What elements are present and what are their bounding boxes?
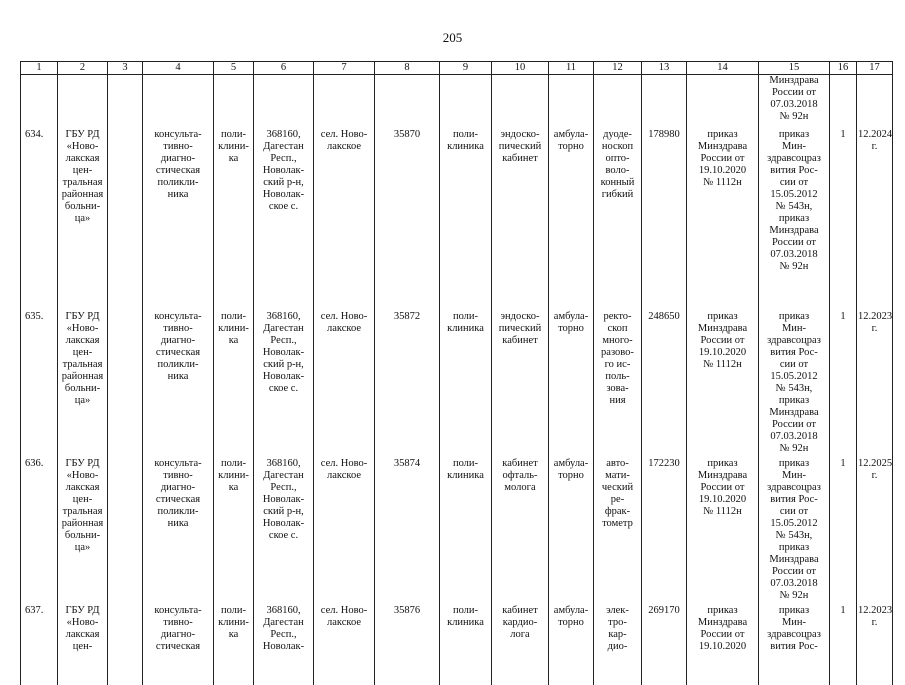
table-cell: эндоско- пический кабинет bbox=[492, 308, 549, 455]
table-cell bbox=[108, 126, 143, 308]
table-cell: сел. Ново- лакское bbox=[314, 308, 375, 455]
table-cell: приказ Минздрава России от 19.10.2020 № 1112н bbox=[687, 308, 759, 455]
table-cell bbox=[108, 75, 143, 127]
table-cell: сел. Ново- лакское bbox=[314, 602, 375, 685]
table-cell: 1 bbox=[830, 308, 857, 455]
table-cell: приказ Минздрава России от 19.10.2020 № 1112н bbox=[687, 455, 759, 602]
row-number-cell: 636. bbox=[21, 455, 58, 602]
table-cell bbox=[108, 308, 143, 455]
table-cell: 172230 bbox=[642, 455, 687, 602]
document-sheet bbox=[20, 61, 892, 640]
table-cell: приказ Минздрава России от 19.10.2020 bbox=[687, 602, 759, 685]
table-cell bbox=[108, 602, 143, 685]
table-cell: 269170 bbox=[642, 602, 687, 685]
page-number: 205 bbox=[0, 30, 905, 46]
column-number: 17 bbox=[857, 62, 893, 75]
table-cell bbox=[314, 75, 375, 127]
table-cell bbox=[857, 75, 893, 127]
table-cell: консульта- тивно- диагно- стическая поликли- ника bbox=[143, 455, 214, 602]
table-cell: поли- клини- ка bbox=[214, 126, 254, 308]
column-number: 13 bbox=[642, 62, 687, 75]
table-cell: ГБУ РД «Ново- лакская цен- тральная районная больни- ца» bbox=[58, 126, 108, 308]
table-cell: поли- клиника bbox=[440, 308, 492, 455]
table-cell: приказ Мин- здравсоцраз вития Рос- сии от 15.05.2012 № 543н, приказ Минздрава России от 07.03.2018 № 92н bbox=[759, 308, 830, 455]
table-cell: консульта- тивно- диагно- стическая поликли- ника bbox=[143, 308, 214, 455]
table-cell: приказ Мин- здравсоцраз вития Рос- bbox=[759, 602, 830, 685]
table-cell: 368160, Дагестан Респ., Новолак- ский р-н, Новолак- ское с. bbox=[254, 455, 314, 602]
table-cell bbox=[687, 75, 759, 127]
table-cell: консульта- тивно- диагно- стическая поликли- ника bbox=[143, 126, 214, 308]
column-number: 12 bbox=[594, 62, 642, 75]
column-number: 5 bbox=[214, 62, 254, 75]
table-body bbox=[21, 75, 893, 685]
table-cell: 1 bbox=[830, 126, 857, 308]
table-cell: 368160, Дагестан Респ., Новолак- bbox=[254, 602, 314, 685]
table-cell: элек- тро- кар- дио- bbox=[594, 602, 642, 685]
table-cell: амбула- торно bbox=[549, 308, 594, 455]
table-cell bbox=[21, 75, 58, 127]
table-row bbox=[21, 455, 893, 602]
table-cell: Минздрава России от 07.03.2018 № 92н bbox=[759, 75, 830, 127]
table-cell: авто- мати- ческий ре- фрак- тометр bbox=[594, 455, 642, 602]
table-cell: ГБУ РД «Ново- лакская цен- тральная районная больни- ца» bbox=[58, 455, 108, 602]
column-number: 11 bbox=[549, 62, 594, 75]
continuation-row bbox=[21, 75, 893, 127]
equipment-table bbox=[20, 61, 893, 685]
table-cell: 35870 bbox=[375, 126, 440, 308]
table-cell: сел. Ново- лакское bbox=[314, 126, 375, 308]
table-cell: поли- клини- ка bbox=[214, 602, 254, 685]
table-cell bbox=[642, 75, 687, 127]
table-cell: 1 bbox=[830, 455, 857, 602]
table-cell: 368160, Дагестан Респ., Новолак- ский р-н, Новолак- ское с. bbox=[254, 308, 314, 455]
table-cell: приказ Минздрава России от 19.10.2020 № 1112н bbox=[687, 126, 759, 308]
table-cell: амбула- торно bbox=[549, 126, 594, 308]
table-cell: поли- клиника bbox=[440, 126, 492, 308]
table-cell: поли- клиника bbox=[440, 455, 492, 602]
column-number: 9 bbox=[440, 62, 492, 75]
table-cell bbox=[214, 75, 254, 127]
table-cell: кабинет кардио- лога bbox=[492, 602, 549, 685]
row-number-cell: 634. bbox=[21, 126, 58, 308]
table-cell: 368160, Дагестан Респ., Новолак- ский р-н, Новолак- ское с. bbox=[254, 126, 314, 308]
table-cell: 12.2025 г. bbox=[857, 455, 893, 602]
column-number: 6 bbox=[254, 62, 314, 75]
column-numbers-header bbox=[21, 62, 893, 75]
table-cell: 12.2023 г. bbox=[857, 308, 893, 455]
column-number: 15 bbox=[759, 62, 830, 75]
row-number-cell: 635. bbox=[21, 308, 58, 455]
table-cell: амбула- торно bbox=[549, 455, 594, 602]
table-cell bbox=[830, 75, 857, 127]
column-number: 16 bbox=[830, 62, 857, 75]
table-cell: сел. Ново- лакское bbox=[314, 455, 375, 602]
column-number: 4 bbox=[143, 62, 214, 75]
table-cell: поли- клини- ка bbox=[214, 455, 254, 602]
table-cell: ГБУ РД «Ново- лакская цен- bbox=[58, 602, 108, 685]
table-cell bbox=[108, 455, 143, 602]
table-cell: 248650 bbox=[642, 308, 687, 455]
table-row bbox=[21, 602, 893, 685]
column-number: 1 bbox=[21, 62, 58, 75]
column-number: 7 bbox=[314, 62, 375, 75]
table-cell: поли- клини- ка bbox=[214, 308, 254, 455]
table-cell bbox=[492, 75, 549, 127]
table-cell: 35872 bbox=[375, 308, 440, 455]
table-cell bbox=[254, 75, 314, 127]
table-cell bbox=[440, 75, 492, 127]
table-cell bbox=[549, 75, 594, 127]
table-cell: дуоде- носкоп опто- воло- конный гибкий bbox=[594, 126, 642, 308]
table-cell bbox=[594, 75, 642, 127]
table-cell: амбула- торно bbox=[549, 602, 594, 685]
column-number: 14 bbox=[687, 62, 759, 75]
column-number: 2 bbox=[58, 62, 108, 75]
table-cell: поли- клиника bbox=[440, 602, 492, 685]
table-cell: 35874 bbox=[375, 455, 440, 602]
table-cell: 178980 bbox=[642, 126, 687, 308]
table-cell: 1 bbox=[830, 602, 857, 685]
table-cell: 12.2024 г. bbox=[857, 126, 893, 308]
table-row bbox=[21, 126, 893, 308]
table-cell: приказ Мин- здравсоцраз вития Рос- сии от 15.05.2012 № 543н, приказ Минздрава России от 07.03.2018 № 92н bbox=[759, 455, 830, 602]
table-cell bbox=[58, 75, 108, 127]
column-number: 3 bbox=[108, 62, 143, 75]
table-cell bbox=[375, 75, 440, 127]
table-cell: ректо- скоп много- разово- го ис- поль- зова- ния bbox=[594, 308, 642, 455]
table-cell: приказ Мин- здравсоцраз вития Рос- сии от 15.05.2012 № 543н, приказ Минздрава России от 07.03.2018 № 92н bbox=[759, 126, 830, 308]
table-cell: ГБУ РД «Ново- лакская цен- тральная районная больни- ца» bbox=[58, 308, 108, 455]
column-number: 8 bbox=[375, 62, 440, 75]
row-number-cell: 637. bbox=[21, 602, 58, 685]
table-cell bbox=[143, 75, 214, 127]
table-cell: кабинет офталь- молога bbox=[492, 455, 549, 602]
table-cell: 35876 bbox=[375, 602, 440, 685]
table-row bbox=[21, 308, 893, 455]
table-cell: 12.2023 г. bbox=[857, 602, 893, 685]
table-cell: консульта- тивно- диагно- стическая bbox=[143, 602, 214, 685]
table-cell: эндоско- пический кабинет bbox=[492, 126, 549, 308]
column-number: 10 bbox=[492, 62, 549, 75]
